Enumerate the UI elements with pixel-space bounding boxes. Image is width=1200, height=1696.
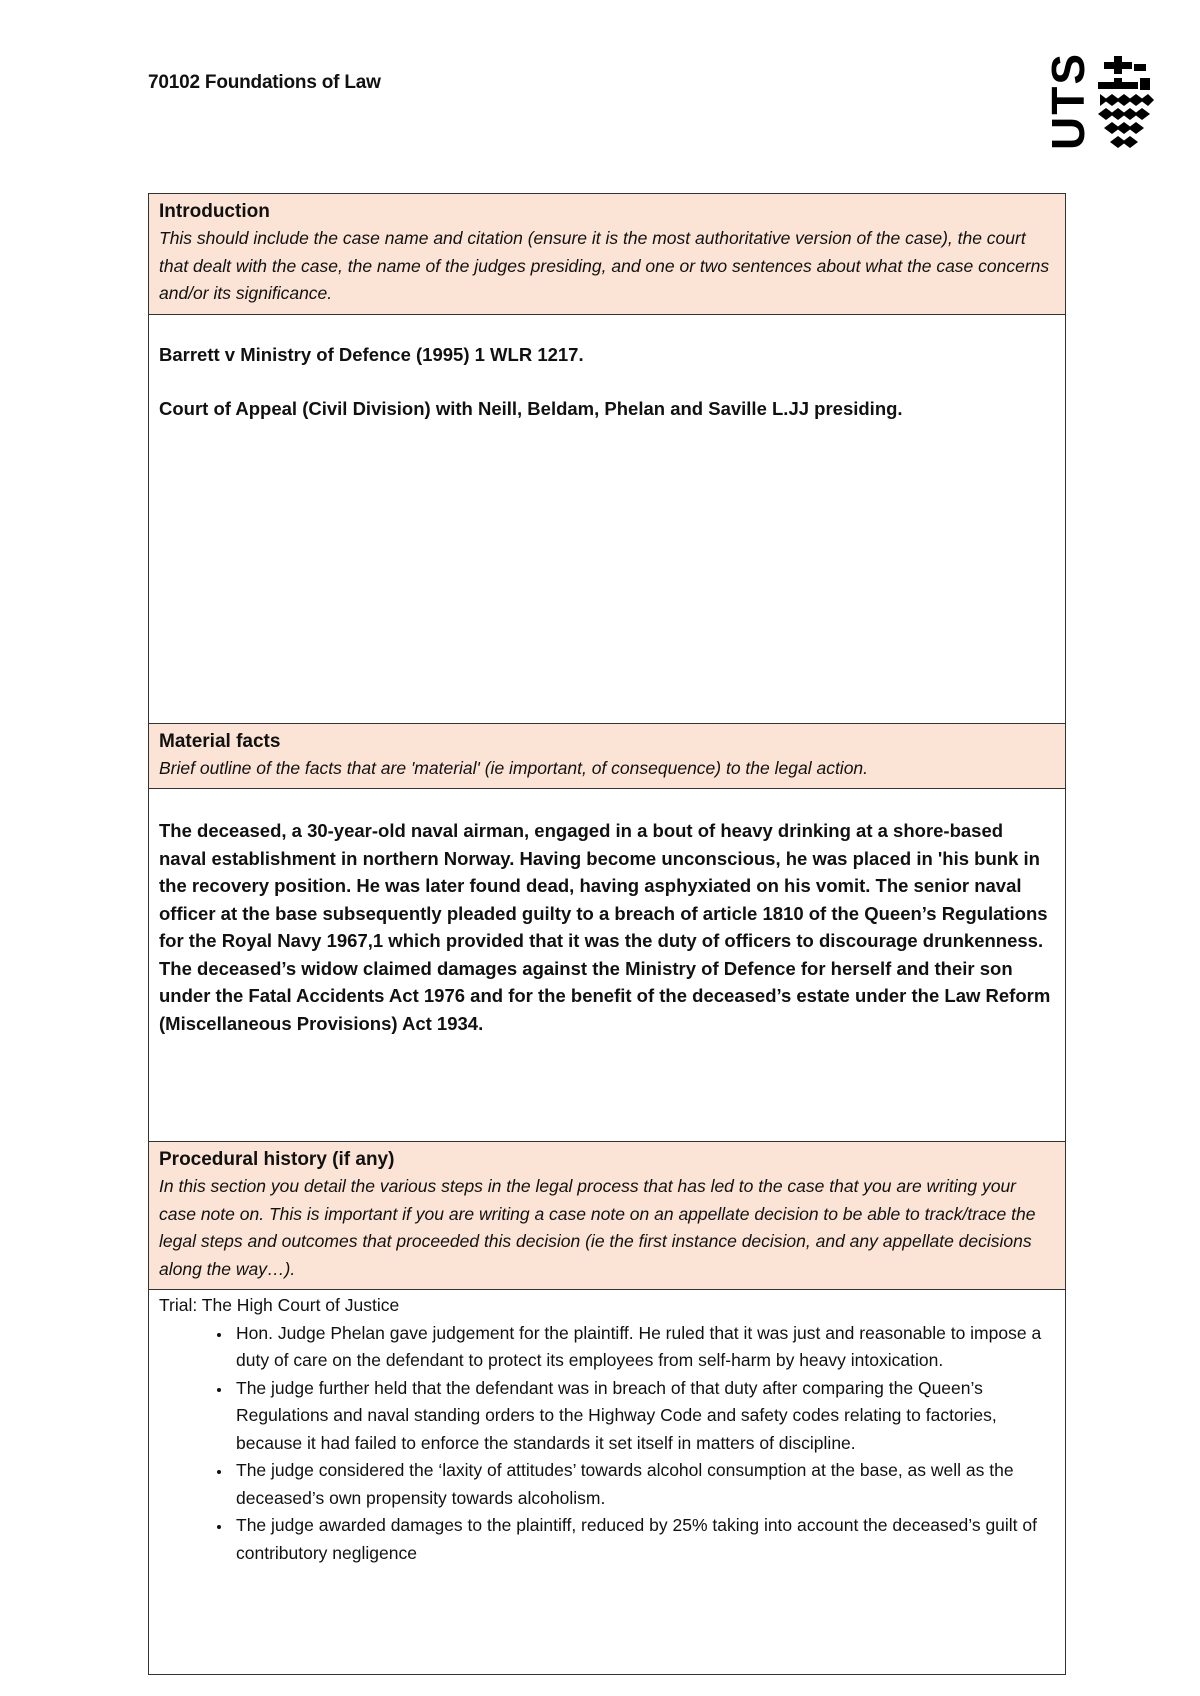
introduction-title: Introduction [159, 201, 270, 222]
material-facts-description: Brief outline of the facts that are 'material' (ie important, of consequence) to the legal action. [159, 757, 869, 778]
procedural-bullet-list [159, 1320, 1055, 1568]
case-citation: Barrett v Ministry of Defence (1995) 1 WLR 1217. [159, 343, 584, 365]
list-item: • The judge further held that the defendant was in breach of that duty after comparing the Queen’s Regulations and naval standing orders to the Highway Code and safety codes relating to factories, because it had failed to enforce the standards it set itself in matters of discipline. [232, 1375, 1055, 1458]
procedural-history-content [149, 1290, 1066, 1675]
logo-text: UTS [1042, 52, 1094, 150]
procedural-history-header [149, 1142, 1066, 1290]
uts-logo [1042, 52, 1156, 152]
introduction-content [149, 314, 1066, 723]
list-item: • The judge considered the ‘laxity of attitudes’ towards alcohol consumption at the base, as well as the deceased’s own propensity towards alcoholism. [232, 1457, 1055, 1512]
introduction-description: This should include the case name and citation (ensure it is the most authoritative version of the case), the court that dealt with the case, the name of the judges presiding, and one or two sentences about what the case concerns and/or its significance. [159, 228, 1050, 303]
procedural-history-description: In this section you detail the various steps in the legal process that has led to the case that you are writing your case note on. This is important if you are writing a case note on an appellate decision to be able to track/trace the legal steps and outcomes that proceeded this decision (ie the first instance decision, and any appellate decisions along the way…). [159, 1176, 1036, 1279]
court-details: Court of Appeal (Civil Division) with Neill, Beldam, Phelan and Saville L.JJ presiding. [159, 398, 903, 419]
material-facts-content [149, 789, 1066, 1142]
material-facts-title: Material facts [159, 730, 281, 752]
course-title: 70102 Foundations of Law [148, 72, 381, 93]
introduction-header [149, 194, 1066, 315]
logo-wordmark [1042, 52, 1094, 152]
procedural-history-title: Procedural history (if any) [159, 1149, 395, 1170]
case-note-table [148, 193, 1066, 1675]
uts-emblem-icon [1094, 56, 1156, 152]
trial-label: Trial: The High Court of Justice [159, 1295, 400, 1315]
list-item: • Hon. Judge Phelan gave judgement for the plaintiff. He ruled that it was just and reasonable to impose a duty of care on the defendant to protect its employees from self-harm by heavy intoxication. [232, 1320, 1055, 1375]
material-facts-header [149, 723, 1066, 789]
list-item: • The judge awarded damages to the plaintiff, reduced by 25% taking into account the deceased’s guilt of contributory negligence [232, 1512, 1055, 1567]
material-facts-body: The deceased, a 30-year-old naval airman, engaged in a bout of heavy drinking at a shore-based naval establishment in northern Norway. Having become unconscious, he was placed in 'his bunk in the recovery position. He was later found dead, having asphyxiated on his vomit. The senior naval officer at the base subsequently pleaded guilty to a breach of article 1810 of the Queen’s Regulations for the Royal Navy 1967,1 which provided that it was the duty of officers to discourage drunkenness. The deceased’s widow claimed damages against the Ministry of Defence for herself and their son under the Fatal Accidents Act 1976 and for the benefit of the deceased’s estate under the Law Reform (Miscellaneous Provisions) Act 1934. [159, 820, 1051, 1034]
